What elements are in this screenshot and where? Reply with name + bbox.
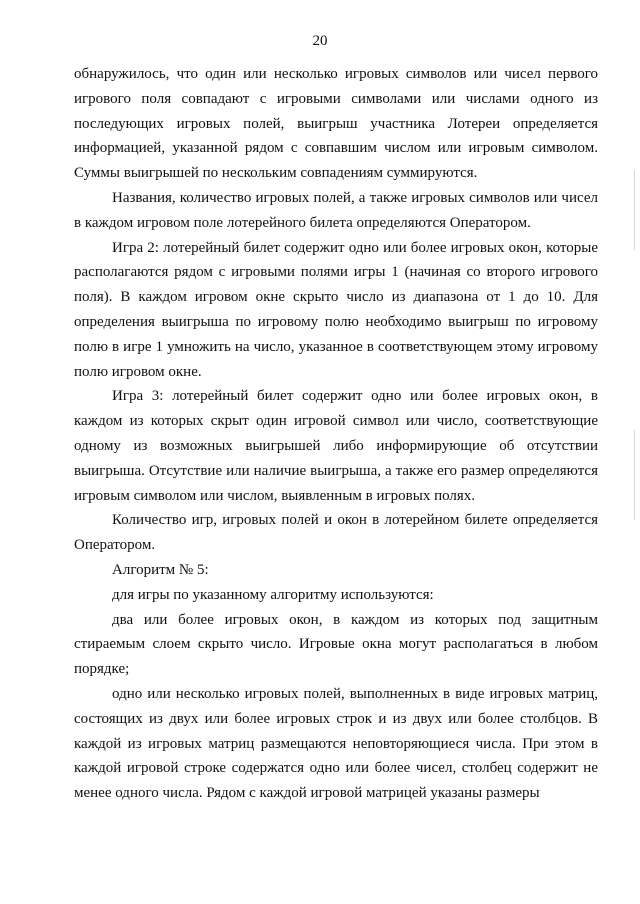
paragraph-algorithm-5-heading: Алгоритм № 5: — [112, 561, 209, 578]
paragraph-games-count: Количество игр, игровых полей и окон в лотерейном билете определяется Оператором. — [74, 512, 598, 554]
paragraph-algorithm-intro: для игры по указанному алгоритму используются: — [112, 586, 434, 603]
page-number: 20 — [312, 33, 328, 49]
paragraph-continuation: обнаружилось, что один или несколько игровых символов или чисел первого игрового поля совпадают с игровыми символами или числами одного из последующих игровых полей, выигрыш участника Лотереи определяется информацией, указанной рядом с совпавшим числом или игровым символом. Суммы выигрышей по нескольким совпадениям суммируются. — [74, 66, 598, 182]
scan-edge-mark — [634, 170, 635, 250]
paragraph-names-count: Названия, количество игровых полей, а также игровых символов или чисел в каждом игровом поле лотерейного билета определяются Оператором. — [74, 189, 598, 231]
paragraph-game-2: Игра 2: лотерейный билет содержит одно или более игровых окон, которые располагаются рядом с игровыми полями игры 1 (начиная со второго игрового поля). В каждом игровом окне скрыто число из диапазона от 1 до 10. Для определения выигрыша по игровому полю необходимо выигрыш по игровому полю в игре 1 умножить на число, указанное в соответствующем этому игровому полю игровом окне. — [74, 239, 598, 380]
document-body — [74, 62, 598, 806]
paragraph-game-matrices: одно или несколько игровых полей, выполненных в виде игровых матриц, состоящих из двух или более игровых строк и из двух или более столбцов. В каждой из игровых матриц размещаются неповторяющиеся числа. При этом в каждой игровой строке содержатся одно или более чисел, столбец содержит не менее одного числа. Рядом с каждой игровой матрицей указаны размеры — [74, 685, 598, 802]
paragraph-game-windows: два или более игровых окон, в каждом из которых под защитным стираемым слоем скрыто число. Игровые окна могут располагаться в любом порядке; — [74, 611, 598, 678]
scan-edge-mark — [634, 430, 635, 520]
paragraph-game-3: Игра 3: лотерейный билет содержит одно или более игровых окон, в каждом из которых скрыт один игровой символ или число, соответствующие одному из возможных выигрышей либо информирующие об отсутствии выигрыша. Отсутствие или наличие выигрыша, а также его размер определяются игровым символом или числом, выявленным в игровых полях. — [74, 388, 598, 504]
